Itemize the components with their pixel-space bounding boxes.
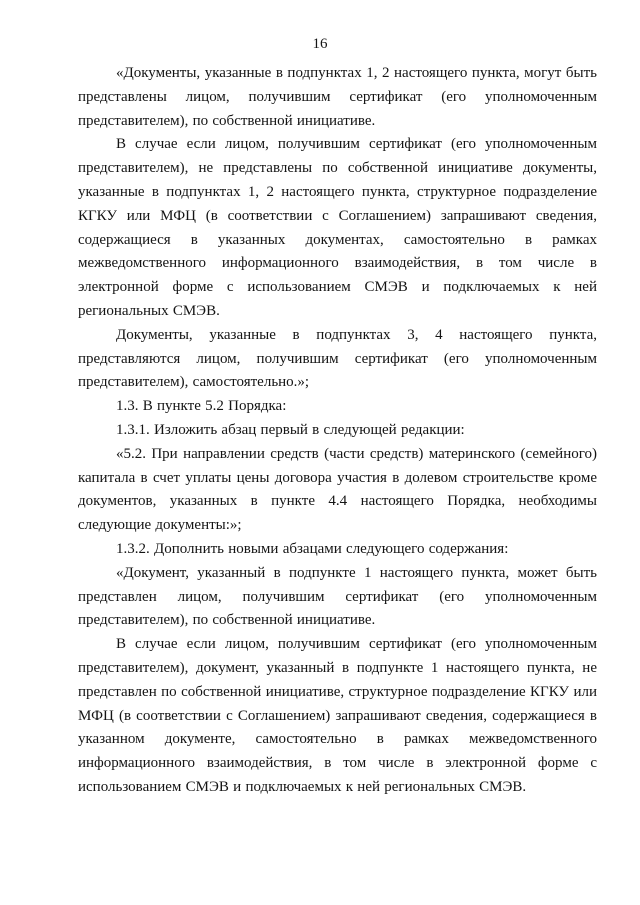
paragraph: Документы, указанные в подпунктах 3, 4 настоящего пункта, представляются лицом, получившим сертификат (его уполномоченным представителем), самостоятельно.»;: [78, 326, 597, 391]
paragraph: «5.2. При направлении средств (части средств) материнского (семейного) капитала в счет уплаты цены договора участия в долевом строительстве кроме документов, указанных в пункте 4.4 настоящего Порядка, необходимы следующие документы:»;: [78, 445, 597, 534]
document-body: [78, 62, 597, 800]
paragraph: В случае если лицом, получившим сертификат (его уполномоченным представителем), не представлены по собственной инициативе документы, указанные в подпунктах 1, 2 настоящего пункта, структурное подразделение КГКУ или МФЦ (в соответствии с Соглашением) запрашивают сведения, содержащиеся в указанных документах, самостоятельно в рамках межведомственного информационного взаимодействия, в том числе в электронной форме с использованием СМЭВ и подключаемых к ней региональных СМЭВ.: [78, 136, 597, 319]
paragraph: В случае если лицом, получившим сертификат (его уполномоченным представителем), документ, указанный в подпункте 1 настоящего пункта, не представлен по собственной инициативе, структурное подразделение КГКУ или МФЦ (в соответствии с Соглашением) запрашивают сведения, содержащиеся в указанном документе, самостоятельно в рамках межведомственного информационного взаимодействия, в том числе в электронной форме с использованием СМЭВ и подключаемых к ней региональных СМЭВ.: [78, 636, 597, 795]
paragraph: 1.3.2. Дополнить новыми абзацами следующего содержания:: [116, 540, 509, 557]
paragraph: 1.3.1. Изложить абзац первый в следующей редакции:: [116, 421, 465, 438]
page-number: 16: [312, 36, 328, 52]
paragraph: «Документ, указанный в подпункте 1 настоящего пункта, может быть представлен лицом, получившим сертификат (его уполномоченным представителем), по собственной инициативе.: [78, 564, 597, 629]
paragraph: 1.3. В пункте 5.2 Порядка:: [116, 398, 287, 415]
paragraph: «Документы, указанные в подпунктах 1, 2 настоящего пункта, могут быть представлены лицом, получившим сертификат (его уполномоченным представителем), по собственной инициативе.: [78, 65, 597, 129]
